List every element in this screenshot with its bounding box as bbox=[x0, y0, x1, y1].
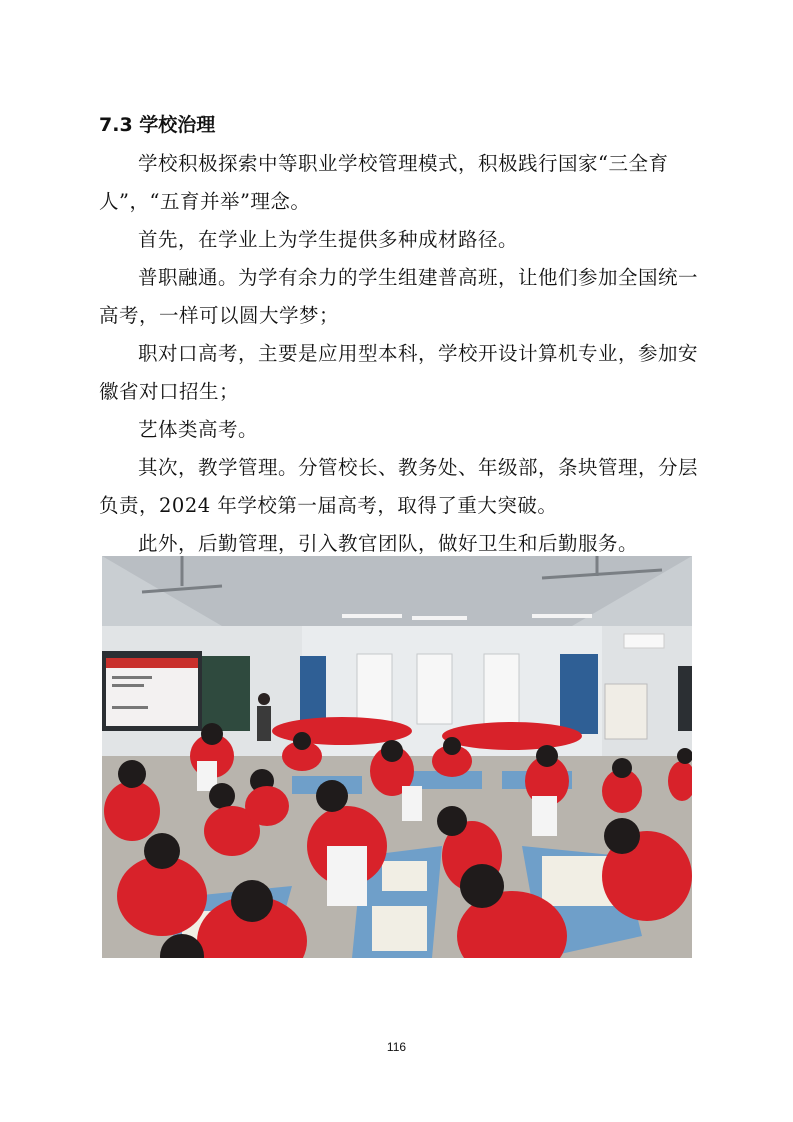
paragraph-logistics: 此外，后勤管理，引入教官团队，做好卫生和后勤服务。 bbox=[138, 532, 639, 555]
paragraph-first: 首先，在学业上为学生提供多种成材路径。 bbox=[138, 228, 519, 251]
paragraph-general-vocational: 普职融通。为学有余力的学生组建普高班，让他们参加全国统一高考，一样可以圆大学梦； bbox=[99, 266, 699, 327]
paragraph-teaching-management: 其次，教学管理。分管校长、教务处、年级部，条块管理，分层负责，2024 年学校第一届高考，取得了重大突破。 bbox=[99, 456, 699, 517]
paragraph-art-sports: 艺体类高考。 bbox=[138, 418, 259, 441]
paragraph-vocational-exam: 职对口高考，主要是应用型本科，学校开设计算机专业，参加安徽省对口招生； bbox=[99, 342, 699, 403]
page-number: 116 bbox=[386, 1040, 407, 1054]
classroom-photo bbox=[102, 556, 692, 958]
section-heading: 7.3 学校治理 bbox=[99, 114, 216, 136]
paragraph-intro: 学校积极探索中等职业学校管理模式，积极践行国家“三全育人”，“五育并举”理念。 bbox=[99, 152, 669, 213]
classroom-illustration bbox=[102, 556, 692, 958]
